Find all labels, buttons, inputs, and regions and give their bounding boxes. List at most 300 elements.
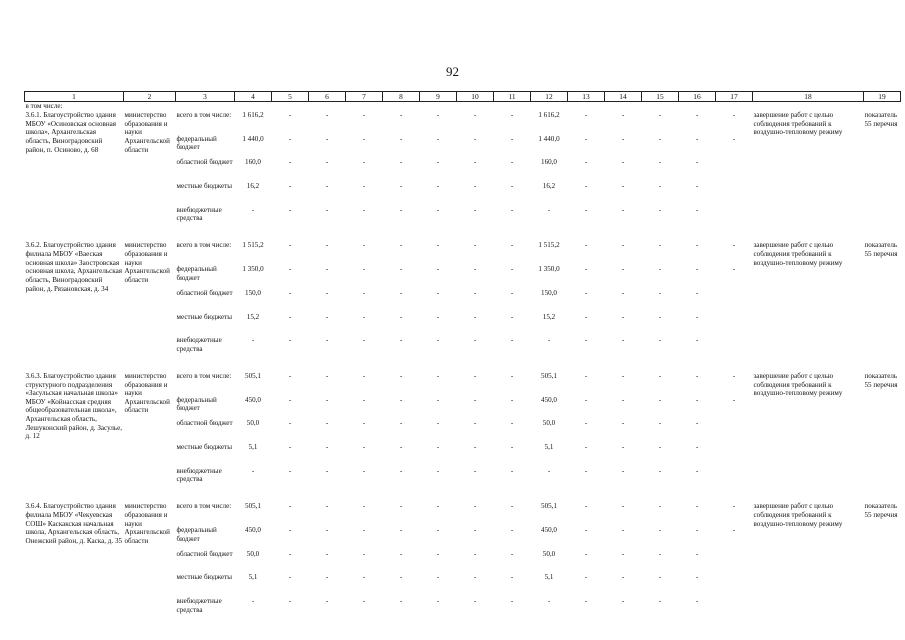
dash-cell: -: [621, 502, 625, 511]
dash-cell: -: [288, 526, 292, 534]
header-col-14: 14: [605, 92, 642, 102]
dash-cell: -: [436, 371, 440, 380]
dash-cell: -: [510, 502, 514, 511]
dash-cell: -: [695, 573, 699, 582]
expected-result: завершение работ с целью соблюдения требований к воздушно-тепловому режиму: [753, 241, 843, 267]
expected-result: завершение работ с целью соблюдения требований к воздушно-тепловому режиму: [753, 502, 843, 528]
dash-cell: -: [510, 205, 514, 214]
dash-cell: -: [510, 241, 514, 250]
total-amount: 5,1: [248, 442, 258, 451]
dash-cell: -: [695, 371, 699, 380]
dash-cell: -: [658, 205, 662, 214]
year-amount: 150,0: [541, 288, 557, 297]
responsible-org: министерство образования и науки Архангельской области: [124, 502, 170, 545]
header-col-16: 16: [679, 92, 716, 102]
dash-cell: -: [658, 265, 662, 274]
dash-cell: -: [288, 134, 292, 143]
dash-cell: -: [288, 502, 292, 511]
dash-cell: -: [473, 111, 477, 119]
year-amount: 505,1: [541, 502, 557, 511]
funding-source: внебюджетные средства: [176, 336, 222, 353]
dash-cell: -: [621, 312, 625, 321]
empty-cell: [716, 443, 753, 467]
dash-cell: -: [288, 395, 292, 404]
total-amount: 50,0: [246, 549, 260, 558]
dash-cell: -: [436, 573, 440, 582]
dash-cell: -: [436, 241, 440, 250]
dash-cell: -: [288, 182, 292, 191]
dash-cell: -: [399, 526, 403, 534]
dash-cell: -: [436, 442, 440, 451]
dash-cell: -: [695, 111, 699, 119]
dash-cell: -: [695, 182, 699, 191]
total-amount: 16,2: [246, 182, 260, 191]
dash-cell: -: [399, 205, 403, 214]
empty-cell: [716, 597, 753, 621]
dash-cell: -: [362, 573, 366, 582]
header-col-18: 18: [753, 92, 864, 102]
dash-cell: -: [695, 336, 699, 345]
dash-cell: -: [399, 134, 403, 143]
dash-cell: -: [362, 288, 366, 297]
dash-cell: -: [362, 134, 366, 143]
dash-cell: -: [584, 526, 588, 534]
dash-cell: -: [695, 241, 699, 250]
measure-name: 3.6.4. Благоустройство здания филиала МБОУ «Чекуевская СОШ» Каскакская начальная школа, Архангельская область, Онежский район, д. Каска, д. 35: [25, 502, 123, 545]
dash-cell: -: [473, 312, 477, 321]
total-amount: 15,2: [246, 312, 260, 321]
page-number: 92: [446, 64, 459, 79]
empty-cell: [716, 158, 753, 182]
dash-cell: -: [621, 526, 625, 534]
dash-cell: -: [473, 395, 477, 404]
dash-cell: -: [658, 597, 662, 606]
dash-cell: -: [325, 549, 329, 558]
total-amount: 450,0: [245, 526, 261, 534]
dash-cell: -: [584, 371, 588, 380]
indicator-ref: показатель 55 перечня: [864, 241, 898, 259]
dash-cell: -: [436, 419, 440, 428]
total-amount: 160,0: [245, 158, 261, 167]
dash-cell: -: [399, 395, 403, 404]
dash-cell: -: [658, 549, 662, 558]
dash-cell: -: [510, 466, 514, 475]
dash-cell: -: [584, 573, 588, 582]
dash-cell: -: [584, 158, 588, 167]
dash-cell: -: [658, 241, 662, 250]
year-amount: -: [547, 336, 551, 345]
dash-cell: -: [325, 442, 329, 451]
dash-cell: -: [584, 205, 588, 214]
dash-cell: -: [621, 158, 625, 167]
pre-row: [25, 102, 901, 112]
dash-cell: -: [325, 312, 329, 321]
funding-source: внебюджетные средства: [176, 466, 222, 484]
dash-cell: -: [362, 549, 366, 558]
total-amount: 1 616,2: [242, 111, 264, 119]
total-amount: 450,0: [245, 395, 261, 404]
table-row: [25, 111, 901, 135]
dash-cell: -: [362, 395, 366, 404]
measure-name: 3.6.2. Благоустройство здания филиала МБОУ «Ваеская основная школа» Заостровская основная школа, Архангельская область, Виноградовский район, д. Рязановская, д. 34: [25, 241, 122, 293]
dash-cell: -: [288, 312, 292, 321]
dash-cell: -: [362, 597, 366, 606]
dash-cell: -: [658, 312, 662, 321]
dash-cell: -: [473, 466, 477, 475]
dash-cell: -: [288, 288, 292, 297]
dash-cell: -: [325, 419, 329, 428]
total-amount: 1 440,0: [242, 134, 264, 143]
responsible-org: министерство образования и науки Архангельской области: [124, 241, 170, 284]
year-amount: 450,0: [541, 395, 557, 404]
dash-cell: -: [584, 395, 588, 404]
year-amount: 505,1: [541, 371, 557, 380]
dash-cell: -: [621, 466, 625, 475]
dash-cell: -: [621, 419, 625, 428]
dash-cell: -: [658, 371, 662, 380]
funding-source: внебюджетные средства: [176, 597, 222, 614]
year-amount: -: [547, 466, 551, 475]
dash-cell: -: [658, 442, 662, 451]
dash-cell: -: [732, 134, 736, 143]
dash-cell: -: [362, 419, 366, 428]
header-col-17: 17: [716, 92, 753, 102]
total-amount: 505,1: [245, 371, 261, 380]
dash-cell: -: [658, 466, 662, 475]
dash-cell: -: [436, 111, 440, 119]
dash-cell: -: [510, 111, 514, 119]
dash-cell: -: [510, 336, 514, 345]
dash-cell: -: [362, 312, 366, 321]
empty-cell: [716, 550, 753, 574]
dash-cell: -: [436, 134, 440, 143]
dash-cell: -: [399, 312, 403, 321]
empty-cell: [716, 313, 753, 337]
dash-cell: -: [510, 371, 514, 380]
funding-source: местные бюджеты: [176, 312, 233, 321]
dash-cell: -: [473, 549, 477, 558]
dash-cell: -: [584, 134, 588, 143]
funding-source: федеральный бюджет: [176, 265, 217, 282]
dash-cell: -: [473, 502, 477, 511]
header-col-10: 10: [457, 92, 494, 102]
dash-cell: -: [399, 466, 403, 475]
measure-name: 3.6.1. Благоустройство здания МБОУ «Осиновская основная школа», Архангельская область, Виноградовский район, п. Осиново, д. 68: [25, 111, 117, 154]
dash-cell: -: [732, 395, 736, 404]
dash-cell: -: [658, 419, 662, 428]
header-col-13: 13: [568, 92, 605, 102]
dash-cell: -: [362, 265, 366, 274]
expected-result: завершение работ с целью соблюдения требований к воздушно-тепловому режиму: [753, 371, 843, 398]
pre-text: в том числе:: [25, 102, 63, 110]
dash-cell: -: [732, 526, 736, 534]
dash-cell: -: [325, 395, 329, 404]
program-table: [24, 91, 901, 621]
empty-cell: [716, 289, 753, 313]
empty-cell: [716, 467, 753, 491]
dash-cell: -: [510, 158, 514, 167]
dash-cell: -: [399, 241, 403, 250]
dash-cell: -: [436, 502, 440, 511]
funding-source: внебюджетные средства: [176, 205, 222, 223]
dash-cell: -: [732, 265, 736, 274]
dash-cell: -: [621, 111, 625, 119]
dash-cell: -: [584, 265, 588, 274]
dash-cell: -: [695, 442, 699, 451]
table-body: [25, 102, 901, 621]
empty-cell: [716, 573, 753, 597]
table-row: [25, 241, 901, 265]
header-col-1: 1: [25, 92, 124, 102]
dash-cell: -: [288, 371, 292, 380]
dash-cell: -: [584, 502, 588, 511]
year-amount: 50,0: [542, 549, 556, 558]
funding-source: областной бюджет: [176, 549, 233, 558]
funding-source: местные бюджеты: [176, 573, 233, 582]
dash-cell: -: [621, 395, 625, 404]
dash-cell: -: [473, 158, 477, 167]
header-col-5: 5: [272, 92, 309, 102]
dash-cell: -: [399, 549, 403, 558]
measure-name: 3.6.3. Благоустройство здания структурного подразделения «Засульская начальная школа» МБОУ «Койнасская средняя общеобразовательная школа», Архангельская область, Лешуконский район, д. Засулье, д. 12: [25, 371, 123, 441]
dash-cell: -: [584, 442, 588, 451]
empty-cell: [716, 419, 753, 443]
dash-cell: -: [362, 502, 366, 511]
total-amount: 505,1: [245, 502, 261, 511]
dash-cell: -: [473, 573, 477, 582]
total-amount: 1 515,2: [242, 241, 264, 250]
dash-cell: -: [288, 241, 292, 250]
header-col-15: 15: [642, 92, 679, 102]
dash-cell: -: [436, 336, 440, 345]
dash-cell: -: [621, 182, 625, 191]
dash-cell: -: [436, 265, 440, 274]
dash-cell: -: [399, 111, 403, 119]
dash-cell: -: [399, 597, 403, 606]
funding-source: федеральный бюджет: [176, 134, 217, 152]
dash-cell: -: [732, 111, 736, 119]
dash-cell: -: [473, 336, 477, 345]
dash-cell: -: [621, 205, 625, 214]
dash-cell: -: [436, 312, 440, 321]
dash-cell: -: [510, 573, 514, 582]
dash-cell: -: [325, 288, 329, 297]
dash-cell: -: [399, 502, 403, 511]
dash-cell: -: [399, 573, 403, 582]
dash-cell: -: [473, 265, 477, 274]
dash-cell: -: [436, 288, 440, 297]
dash-cell: -: [621, 241, 625, 250]
table-row: [25, 372, 901, 396]
dash-cell: -: [732, 241, 736, 250]
table-header: [25, 92, 901, 102]
year-amount: 15,2: [542, 312, 556, 321]
funding-source: местные бюджеты: [176, 182, 233, 191]
total-amount: -: [251, 336, 255, 345]
funding-source: федеральный бюджет: [176, 395, 217, 413]
dash-cell: -: [658, 336, 662, 345]
dash-cell: -: [621, 134, 625, 143]
year-amount: -: [547, 597, 551, 606]
dash-cell: -: [621, 371, 625, 380]
year-amount: 5,1: [544, 573, 554, 582]
dash-cell: -: [510, 549, 514, 558]
dash-cell: -: [362, 371, 366, 380]
year-amount: 1 440,0: [538, 134, 560, 143]
dash-cell: -: [288, 205, 292, 214]
dash-cell: -: [732, 371, 736, 380]
dash-cell: -: [288, 597, 292, 606]
dash-cell: -: [510, 265, 514, 274]
dash-cell: -: [325, 371, 329, 380]
total-amount: 1 350,0: [242, 265, 264, 274]
dash-cell: -: [473, 134, 477, 143]
total-amount: 5,1: [248, 573, 258, 582]
dash-cell: -: [473, 526, 477, 534]
dash-cell: -: [658, 526, 662, 534]
dash-cell: -: [288, 265, 292, 274]
dash-cell: -: [473, 371, 477, 380]
dash-cell: -: [584, 288, 588, 297]
dash-cell: -: [362, 526, 366, 534]
dash-cell: -: [695, 265, 699, 274]
dash-cell: -: [510, 597, 514, 606]
dash-cell: -: [695, 419, 699, 428]
empty-cell: [716, 206, 753, 230]
dash-cell: -: [436, 466, 440, 475]
dash-cell: -: [288, 573, 292, 582]
year-amount: 1 616,2: [538, 111, 560, 119]
dash-cell: -: [473, 241, 477, 250]
dash-cell: -: [695, 549, 699, 558]
dash-cell: -: [621, 336, 625, 345]
funding-source: всего в том числе:: [176, 241, 232, 250]
dash-cell: -: [288, 419, 292, 428]
dash-cell: -: [325, 205, 329, 214]
funding-source: областной бюджет: [176, 288, 233, 297]
dash-cell: -: [658, 182, 662, 191]
header-col-7: 7: [346, 92, 383, 102]
dash-cell: -: [362, 111, 366, 119]
dash-cell: -: [436, 395, 440, 404]
dash-cell: -: [436, 158, 440, 167]
dash-cell: -: [584, 466, 588, 475]
dash-cell: -: [399, 336, 403, 345]
dash-cell: -: [399, 442, 403, 451]
year-amount: 1 350,0: [538, 265, 560, 274]
dash-cell: -: [621, 265, 625, 274]
dash-cell: -: [584, 597, 588, 606]
dash-cell: -: [658, 111, 662, 119]
dash-cell: -: [436, 526, 440, 534]
dash-cell: -: [473, 205, 477, 214]
dash-cell: -: [510, 419, 514, 428]
responsible-org: министерство образования и науки Архангельской области: [124, 111, 170, 154]
dash-cell: -: [362, 241, 366, 250]
dash-cell: -: [399, 182, 403, 191]
dash-cell: -: [695, 597, 699, 606]
header-row: [25, 92, 901, 102]
dash-cell: -: [695, 526, 699, 534]
dash-cell: -: [362, 442, 366, 451]
dash-cell: -: [621, 549, 625, 558]
dash-cell: -: [325, 502, 329, 511]
dash-cell: -: [510, 182, 514, 191]
year-amount: 16,2: [542, 182, 556, 191]
dash-cell: -: [584, 241, 588, 250]
funding-source: всего в том числе:: [176, 502, 232, 511]
dash-cell: -: [325, 111, 329, 119]
dash-cell: -: [658, 502, 662, 511]
responsible-org: министерство образования и науки Архангельской области: [124, 371, 170, 415]
dash-cell: -: [584, 549, 588, 558]
year-amount: 450,0: [541, 526, 557, 534]
dash-cell: -: [584, 182, 588, 191]
dash-cell: -: [399, 288, 403, 297]
dash-cell: -: [362, 158, 366, 167]
dash-cell: -: [510, 442, 514, 451]
dash-cell: -: [658, 395, 662, 404]
header-col-4: 4: [235, 92, 272, 102]
dash-cell: -: [695, 466, 699, 475]
dash-cell: -: [695, 312, 699, 321]
dash-cell: -: [362, 182, 366, 191]
dash-cell: -: [325, 526, 329, 534]
dash-cell: -: [399, 265, 403, 274]
dash-cell: -: [510, 134, 514, 143]
dash-cell: -: [288, 466, 292, 475]
dash-cell: -: [695, 158, 699, 167]
header-col-19: 19: [864, 92, 901, 102]
table-row: [25, 502, 901, 526]
row-gap: [25, 490, 901, 502]
dash-cell: -: [436, 205, 440, 214]
empty-cell: [716, 182, 753, 206]
indicator-ref: показатель 55 перечня: [864, 502, 898, 519]
dash-cell: -: [584, 312, 588, 321]
dash-cell: -: [510, 526, 514, 534]
year-amount: 5,1: [544, 442, 554, 451]
dash-cell: -: [584, 336, 588, 345]
dash-cell: -: [325, 573, 329, 582]
dash-cell: -: [325, 466, 329, 475]
funding-source: всего в том числе:: [176, 371, 232, 380]
dash-cell: -: [510, 288, 514, 297]
dash-cell: -: [473, 419, 477, 428]
dash-cell: -: [695, 288, 699, 297]
indicator-ref: показатель 55 перечня: [864, 371, 898, 389]
year-amount: 160,0: [541, 158, 557, 167]
header-col-9: 9: [420, 92, 457, 102]
dash-cell: -: [658, 134, 662, 143]
funding-source: областной бюджет: [176, 158, 233, 167]
total-amount: -: [251, 466, 255, 475]
dash-cell: -: [288, 549, 292, 558]
dash-cell: -: [325, 158, 329, 167]
dash-cell: -: [399, 371, 403, 380]
dash-cell: -: [325, 182, 329, 191]
header-col-6: 6: [309, 92, 346, 102]
funding-source: федеральный бюджет: [176, 526, 217, 543]
dash-cell: -: [362, 466, 366, 475]
dash-cell: -: [436, 182, 440, 191]
dash-cell: -: [584, 419, 588, 428]
dash-cell: -: [473, 288, 477, 297]
dash-cell: -: [732, 502, 736, 511]
row-gap: [25, 360, 901, 372]
total-amount: 150,0: [245, 288, 261, 297]
year-amount: -: [547, 205, 551, 214]
